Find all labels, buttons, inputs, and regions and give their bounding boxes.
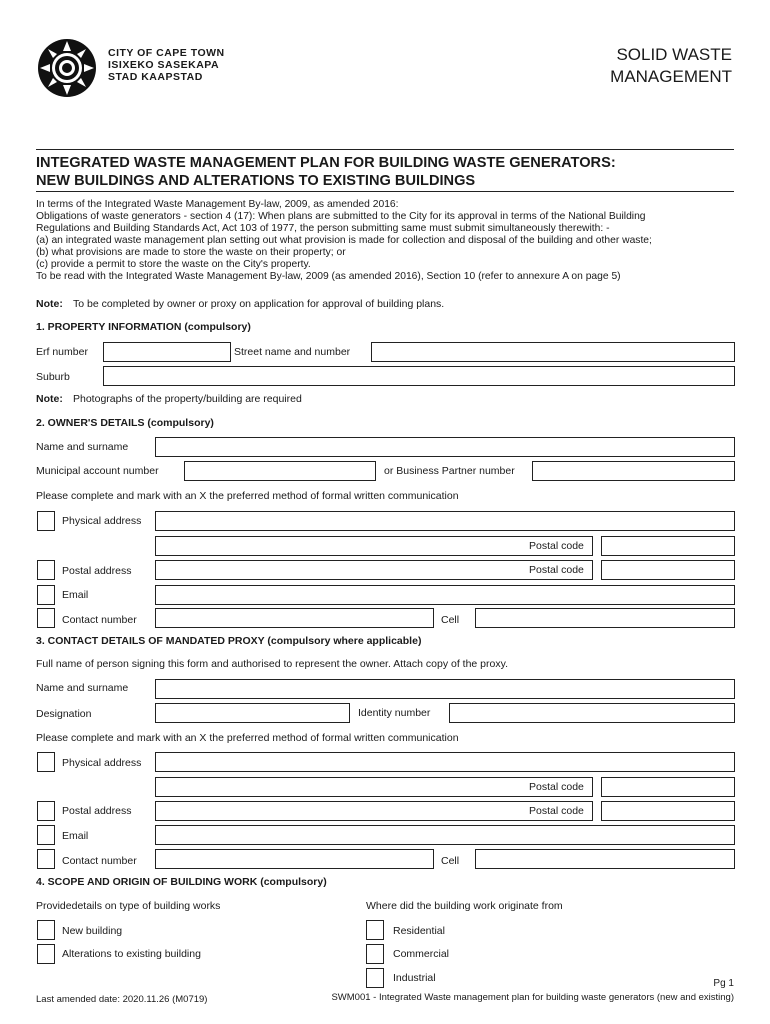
title-rule-top [36,149,734,150]
owner-contact-field[interactable] [155,608,434,628]
owner-postal-field[interactable] [155,560,593,580]
intro-line: (a) an integrated waste management plan setting out what provision is made for collection and disposal of the building and other waste; [36,235,652,246]
logo-line-3: STAD KAAPSTAD [108,71,203,83]
proxy-email-field[interactable] [155,825,735,845]
proxy-cell-field[interactable] [475,849,735,869]
city-logo [36,37,98,99]
owner-postal-code-label-1: Postal code [529,540,584,552]
city-emblem-icon [36,37,98,99]
proxy-contact-field[interactable] [155,849,434,869]
owner-comm-instruction: Please complete and mark with an X the preferred method of formal written communication [36,490,459,502]
proxy-id-label: Identity number [358,707,431,719]
proxy-name-label: Name and surname [36,682,129,694]
logo-line-2: ISIXEKO SASEKAPA [108,59,220,71]
owner-name-label: Name and surname [36,441,129,453]
proxy-cell-label: Cell [441,855,460,867]
street-field[interactable] [371,342,735,362]
proxy-postal-label: Postal address [62,805,132,817]
erf-number-field[interactable] [103,342,231,362]
intro-line: (b) what provisions are made to store the waste on their property; or [36,247,346,258]
proxy-postal-code-label-1: Postal code [529,781,584,793]
proxy-designation-label: Designation [36,708,92,720]
new-building-checkbox[interactable] [37,920,55,940]
document-reference: SWM001 - Integrated Waste management plan for building waste generators (new and existing) [331,992,734,1003]
proxy-postal-code-field-2[interactable] [601,801,735,821]
alterations-checkbox[interactable] [37,944,55,964]
municipal-account-field[interactable] [184,461,376,481]
industrial-checkbox[interactable] [366,968,384,988]
section-4-heading: 4. SCOPE AND ORIGIN OF BUILDING WORK (compulsory) [36,876,327,888]
section-3-heading: 3. CONTACT DETAILS OF MANDATED PROXY (compulsory where applicable) [36,635,422,647]
department-title-1: SOLID WASTE [616,45,732,64]
owner-cell-field[interactable] [475,608,735,628]
owner-cell-label: Cell [441,614,460,626]
municipal-account-label: Municipal account number [36,465,159,477]
proxy-fullname-text: Full name of person signing this form and authorised to represent the owner. Attach copy of the proxy. [36,658,508,670]
work-origin-prompt: Where did the building work originate from [366,900,563,912]
owner-contact-checkbox[interactable] [37,608,55,628]
note-label: Note: [36,298,63,310]
suburb-field[interactable] [103,366,735,386]
residential-label: Residential [393,925,445,937]
title-rule-bottom [36,191,734,192]
section-2-heading: 2. OWNER'S DETAILS (compulsory) [36,417,214,429]
owner-postal-checkbox[interactable] [37,560,55,580]
photo-note-text: Photographs of the property/building are required [73,393,302,405]
proxy-physical-field[interactable] [155,752,735,772]
page-title-line-2: NEW BUILDINGS AND ALTERATIONS TO EXISTING BUILDINGS [36,173,476,189]
alterations-label: Alterations to existing building [62,948,201,960]
owner-email-checkbox[interactable] [37,585,55,605]
page-number: Pg 1 [713,978,734,989]
owner-name-field[interactable] [155,437,735,457]
proxy-postal-code-field-1[interactable] [601,777,735,797]
proxy-name-field[interactable] [155,679,735,699]
proxy-postal-code-label-2: Postal code [529,805,584,817]
business-partner-label: or Business Partner number [384,465,515,477]
proxy-physical-label: Physical address [62,757,142,769]
commercial-checkbox[interactable] [366,944,384,964]
erf-number-label: Erf number [36,346,88,358]
section-1-heading: 1. PROPERTY INFORMATION (compulsory) [36,321,251,333]
logo-line-1: CITY OF CAPE TOWN [108,47,225,59]
owner-postal-code-label-2: Postal code [529,564,584,576]
proxy-designation-field[interactable] [155,703,350,723]
owner-physical-checkbox[interactable] [37,511,55,531]
intro-line: To be read with the Integrated Waste Management By-law, 2009 (as amended 2016), Section 10 (refer to annexure A on page 5) [36,271,621,282]
intro-text [36,199,736,283]
intro-line: Obligations of waste generators - section 4 (17): When plans are submitted to the City for its approval in terms of the National Building [36,211,646,222]
suburb-label: Suburb [36,371,70,383]
intro-line: In terms of the Integrated Waste Management By-law, 2009, as amended 2016: [36,199,399,210]
owner-postal-code-field-1[interactable] [601,536,735,556]
work-type-prompt: Providedetails on type of building works [36,900,221,912]
owner-contact-label: Contact number [62,614,137,626]
proxy-contact-checkbox[interactable] [37,849,55,869]
last-amended-date: Last amended date: 2020.11.26 (M0719) [36,994,208,1005]
department-title-2: MANAGEMENT [610,67,732,86]
owner-email-label: Email [62,589,89,601]
owner-postal-code-field-2[interactable] [601,560,735,580]
proxy-email-label: Email [62,830,89,842]
proxy-email-checkbox[interactable] [37,825,55,845]
proxy-physical-checkbox[interactable] [37,752,55,772]
new-building-label: New building [62,925,123,937]
owner-physical-field-2[interactable] [155,536,593,556]
commercial-label: Commercial [393,948,450,960]
proxy-comm-instruction: Please complete and mark with an X the preferred method of formal written communication [36,732,459,744]
proxy-id-field[interactable] [449,703,735,723]
owner-email-field[interactable] [155,585,735,605]
photo-note-label: Note: [36,393,63,405]
proxy-postal-checkbox[interactable] [37,801,55,821]
owner-physical-field[interactable] [155,511,735,531]
proxy-postal-field[interactable] [155,801,593,821]
industrial-label: Industrial [393,972,436,984]
owner-postal-label: Postal address [62,565,132,577]
intro-line: (c) provide a permit to store the waste on the City's property. [36,259,311,270]
proxy-contact-label: Contact number [62,855,137,867]
owner-physical-label: Physical address [62,515,142,527]
residential-checkbox[interactable] [366,920,384,940]
note-text: To be completed by owner or proxy on application for approval of building plans. [73,298,445,310]
proxy-physical-field-2[interactable] [155,777,593,797]
intro-line: Regulations and Building Standards Act, Act 103 of 1977, the person submitting same must submit simultaneously therewith: - [36,223,610,234]
page-title-line-1: INTEGRATED WASTE MANAGEMENT PLAN FOR BUILDING WASTE GENERATORS: [36,155,616,171]
business-partner-field[interactable] [532,461,735,481]
street-label: Street name and number [234,346,351,358]
